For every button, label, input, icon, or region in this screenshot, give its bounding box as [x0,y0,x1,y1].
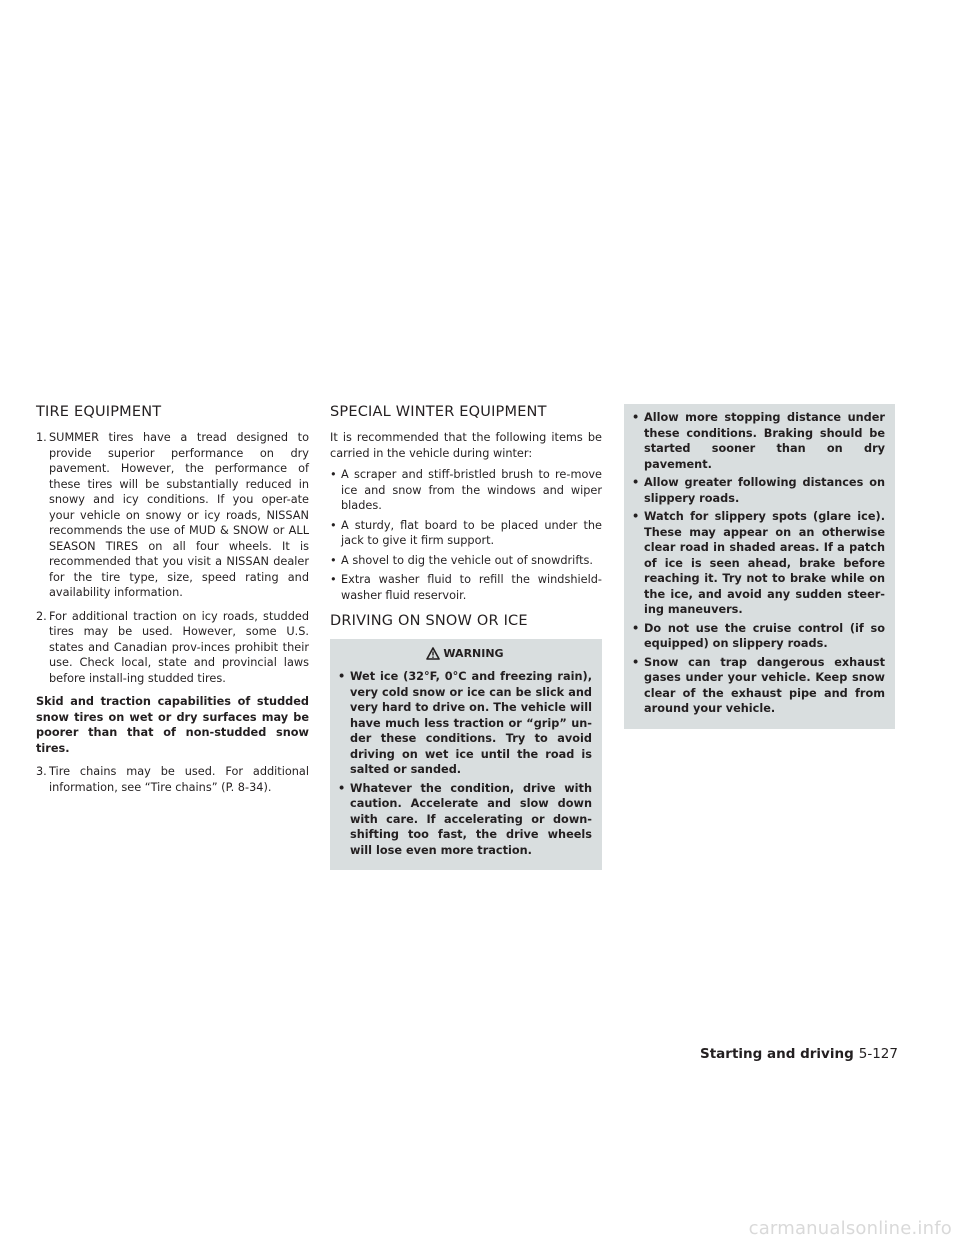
studded-tire-note: Skid and traction capabilities of studded snow tires on wet or dry surfaces may be poorer than that of non-studded snow tires. [36,695,309,755]
bullet-marker: • [632,510,640,523]
list-item [36,430,309,601]
list-item [330,518,602,549]
bullet-marker: • [330,553,337,567]
bullet-marker: • [330,573,337,586]
list-item [338,781,592,859]
tire-list-continued [36,764,309,795]
bullet-marker: • [330,518,337,532]
equipment-list [330,467,602,603]
list-item [330,467,602,514]
list-marker: 1. [36,431,47,444]
warning-list [338,669,592,858]
page-number: 5-127 [858,1046,898,1062]
list-item [338,669,592,778]
warning-box [330,639,602,870]
list-item-text: Whatever the condition, drive with caution. Accelerate and slow down with care. If accelerating or down-shifting too fast, the drive wheels will lose even more traction. [350,781,592,857]
list-item [36,609,309,687]
list-item [632,655,885,717]
column-warning-continued [624,404,895,729]
watermark-text: carmanualsonline.info [748,1218,952,1239]
column-tire-equipment [36,404,309,803]
heading-special-winter-equipment: SPECIAL WINTER EQUIPMENT [330,404,547,420]
list-item-text: A scraper and stiff-bristled brush to re-move ice and snow from the windows and wiper blades. [341,468,602,512]
list-item-text: For additional traction on icy roads, studded tires may be used. However, some U.S. states and Canadian prov-inces prohibit their use. Check local, state and provincial laws before install-ing studded tires. [49,609,309,685]
bullet-marker: • [338,781,346,795]
bullet-marker: • [632,476,640,489]
list-item-text: SUMMER tires have a tread designed to provide superior performance on dry pavement. However, the performance of these tires will be substantially reduced in snowy and icy conditions. If you oper-ate your vehicle on snowy or icy roads, NISSAN recommends the use of MUD & SNOW or ALL SEASON TIRES on all four wheels. It is recommended that you visit a NISSAN dealer for the tire type, size, speed rating and availability information. [49,431,309,599]
tire-list [36,430,309,686]
list-item [330,572,602,603]
list-item-text: Allow greater following distances on slippery roads. [644,476,885,505]
list-item [330,553,602,569]
watermark-strip [0,1218,960,1242]
list-item [632,509,885,618]
heading-tire-equipment: TIRE EQUIPMENT [36,404,162,420]
list-item [36,764,309,795]
warning-label: WARNING [443,646,504,660]
bullet-marker: • [330,468,337,481]
list-item-text: Tire chains may be used. For additional information, see “Tire chains” (P. 8-34). [49,765,309,794]
list-item [632,621,885,652]
footer-section-title: Starting and driving [700,1046,854,1062]
warning-list-continued [632,410,885,717]
heading-driving-on-snow-or-ice: DRIVING ON SNOW OR ICE [330,613,528,629]
list-marker: 2. [36,609,47,623]
bullet-marker: • [632,621,640,635]
bullet-marker: • [632,411,640,424]
list-item-text: Snow can trap dangerous exhaust gases under your vehicle. Keep snow clear of the exhaust pipe and from around your vehicle. [644,655,885,715]
list-marker: 3. [36,765,47,778]
list-item [632,410,885,472]
list-item-text: Extra washer fluid to refill the windshield-washer fluid reservoir. [341,573,602,602]
column-winter-equipment [330,404,602,870]
list-item-text: Wet ice (32°F, 0°C and freezing rain), very cold snow or ice can be slick and very hard to drive on. The vehicle will have much less traction or “grip” un-der these conditions. Try to avoid driving on wet ice until the road is salted or sanded. [350,670,592,776]
list-item-text: Do not use the cruise control (if so equipped) on slippery roads. [644,621,885,650]
warning-header [338,645,592,661]
bullet-marker: • [338,670,346,683]
intro-paragraph: It is recommended that the following items be carried in the vehicle during winter: [330,431,602,460]
list-item-text: A shovel to dig the vehicle out of snowdrifts. [341,553,594,567]
bullet-marker: • [632,655,640,669]
warning-triangle-icon [426,647,440,660]
warning-box-continued [624,404,895,729]
list-item-text: A sturdy, flat board to be placed under the jack to give it firm support. [341,518,602,547]
list-item-text: Allow more stopping distance under these conditions. Braking should be started sooner than on dry pavement. [644,411,885,471]
list-item-text: Watch for slippery spots (glare ice). These may appear on an otherwise clear road in shaded areas. If a patch of ice is seen ahead, brake before reaching it. Try not to brake while on the ice, and avoid any sudden steer-ing maneuvers. [644,510,885,616]
page-footer [700,1046,898,1062]
list-item [632,475,885,506]
